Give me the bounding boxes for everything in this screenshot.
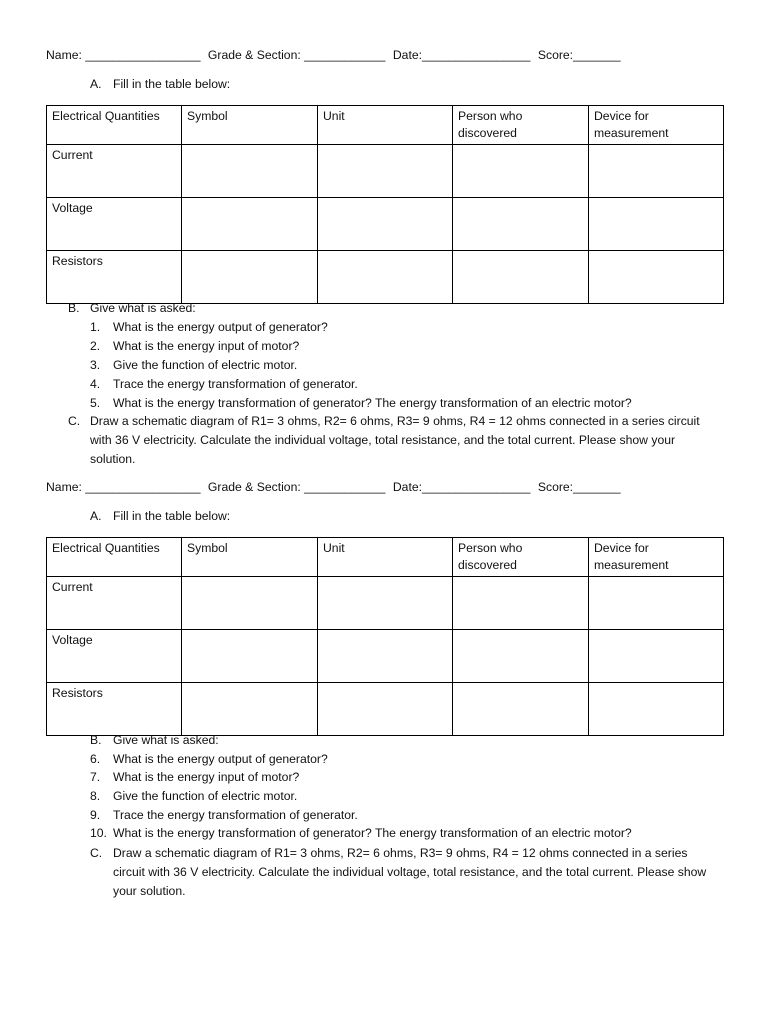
table-row bbox=[47, 198, 724, 251]
grade-section-blank: ____________ bbox=[304, 48, 386, 62]
question-text: Trace the energy transformation of generator. bbox=[113, 808, 358, 822]
part-c-marker: C. bbox=[68, 414, 81, 428]
date-blank: ________________ bbox=[422, 48, 531, 62]
header-electrical-quantities: Electrical Quantities bbox=[47, 538, 182, 577]
question-number: 10. bbox=[90, 826, 107, 840]
name-blank: _________________ bbox=[85, 480, 201, 494]
score-blank: _______ bbox=[573, 480, 621, 494]
part-b-marker: B. bbox=[90, 733, 102, 747]
question-number: 9. bbox=[90, 808, 101, 822]
header-device-for-measurement: Device for measurement bbox=[589, 538, 724, 577]
grade-section-label: Grade & Section: bbox=[207, 480, 301, 494]
score-blank: _______ bbox=[573, 48, 621, 62]
part-a-marker: A. bbox=[90, 509, 102, 523]
header-line-2 bbox=[46, 479, 621, 495]
answer-cell[interactable] bbox=[589, 145, 724, 198]
answer-cell[interactable] bbox=[318, 198, 453, 251]
answer-cell[interactable] bbox=[182, 577, 318, 630]
table-header-row bbox=[47, 538, 724, 577]
answer-cell[interactable] bbox=[318, 683, 453, 736]
answer-cell[interactable] bbox=[182, 251, 318, 304]
question-text: What is the energy transformation of generator? The energy transformation of an electric motor? bbox=[113, 826, 632, 840]
part-c-instruction: Draw a schematic diagram of R1= 3 ohms, R2= 6 ohms, R3= 9 ohms, R4 = 12 ohms connected in a series circuit with 36 V electricity. Calculate the individual voltage, total resistance, and the total current. Please show your solution. bbox=[113, 846, 707, 898]
header-symbol: Symbol bbox=[182, 106, 318, 145]
question-number: 6. bbox=[90, 752, 101, 766]
answer-cell[interactable] bbox=[453, 198, 589, 251]
question-text: What is the energy input of motor? bbox=[113, 770, 300, 784]
fill-in-table bbox=[46, 105, 724, 304]
grade-section-blank: ____________ bbox=[304, 480, 386, 494]
row-label-voltage: Voltage bbox=[47, 198, 182, 251]
name-blank: _________________ bbox=[85, 48, 201, 62]
answer-cell[interactable] bbox=[182, 198, 318, 251]
answer-cell[interactable] bbox=[453, 577, 589, 630]
answer-cell[interactable] bbox=[182, 145, 318, 198]
answer-cell[interactable] bbox=[318, 251, 453, 304]
header-line-1 bbox=[46, 47, 621, 63]
table-row bbox=[47, 251, 724, 304]
question-number: 2. bbox=[90, 339, 101, 353]
answer-cell[interactable] bbox=[453, 251, 589, 304]
answer-cell[interactable] bbox=[318, 630, 453, 683]
date-label: Date: bbox=[392, 480, 422, 494]
header-device-for-measurement: Device for measurement bbox=[589, 106, 724, 145]
answer-cell[interactable] bbox=[589, 630, 724, 683]
name-label: Name: bbox=[46, 48, 82, 62]
part-a-instruction: Fill in the table below: bbox=[113, 77, 231, 91]
answer-cell[interactable] bbox=[453, 683, 589, 736]
part-a-marker: A. bbox=[90, 77, 102, 91]
part-c-instruction: Draw a schematic diagram of R1= 3 ohms, R2= 6 ohms, R3= 9 ohms, R4 = 12 ohms connected in a series circuit with 36 V electricity. Calculate the individual voltage, total resistance, and the total current. Please show your solution. bbox=[90, 414, 700, 466]
question-text: Give the function of electric motor. bbox=[113, 789, 298, 803]
row-label-resistors: Resistors bbox=[47, 683, 182, 736]
part-b-instruction: Give what is asked: bbox=[113, 733, 219, 747]
part-a-instruction: Fill in the table below: bbox=[113, 509, 231, 523]
question-text: Trace the energy transformation of generator. bbox=[113, 377, 358, 391]
question-text: What is the energy transformation of generator? The energy transformation of an electric motor? bbox=[113, 396, 632, 410]
score-label: Score: bbox=[537, 480, 574, 494]
answer-cell[interactable] bbox=[589, 683, 724, 736]
fill-in-table bbox=[46, 537, 724, 736]
date-blank: ________________ bbox=[422, 480, 531, 494]
question-number: 1. bbox=[90, 320, 101, 334]
table-row bbox=[47, 630, 724, 683]
part-b-instruction: Give what is asked: bbox=[90, 301, 196, 315]
grade-section-label: Grade & Section: bbox=[207, 48, 301, 62]
question-text: What is the energy output of generator? bbox=[113, 320, 328, 334]
answer-cell[interactable] bbox=[182, 683, 318, 736]
answer-cell[interactable] bbox=[318, 577, 453, 630]
table-header-row bbox=[47, 106, 724, 145]
question-number: 7. bbox=[90, 770, 101, 784]
table-row bbox=[47, 145, 724, 198]
header-person-who-discovered: Person who discovered bbox=[453, 538, 589, 577]
row-label-current: Current bbox=[47, 145, 182, 198]
answer-cell[interactable] bbox=[453, 630, 589, 683]
name-label: Name: bbox=[46, 480, 82, 494]
part-b-marker: B. bbox=[68, 301, 80, 315]
row-label-voltage: Voltage bbox=[47, 630, 182, 683]
header-unit: Unit bbox=[318, 106, 453, 145]
question-number: 3. bbox=[90, 358, 101, 372]
question-number: 8. bbox=[90, 789, 101, 803]
row-label-current: Current bbox=[47, 577, 182, 630]
table-row bbox=[47, 683, 724, 736]
question-number: 5. bbox=[90, 396, 101, 410]
answer-cell[interactable] bbox=[182, 630, 318, 683]
row-label-resistors: Resistors bbox=[47, 251, 182, 304]
date-label: Date: bbox=[392, 48, 422, 62]
answer-cell[interactable] bbox=[318, 145, 453, 198]
part-c-marker: C. bbox=[90, 846, 103, 860]
question-text: What is the energy output of generator? bbox=[113, 752, 328, 766]
header-electrical-quantities: Electrical Quantities bbox=[47, 106, 182, 145]
question-text: Give the function of electric motor. bbox=[113, 358, 298, 372]
question-text: What is the energy input of motor? bbox=[113, 339, 300, 353]
header-person-who-discovered: Person who discovered bbox=[453, 106, 589, 145]
header-unit: Unit bbox=[318, 538, 453, 577]
answer-cell[interactable] bbox=[589, 577, 724, 630]
table-row bbox=[47, 577, 724, 630]
answer-cell[interactable] bbox=[453, 145, 589, 198]
header-symbol: Symbol bbox=[182, 538, 318, 577]
answer-cell[interactable] bbox=[589, 251, 724, 304]
answer-cell[interactable] bbox=[589, 198, 724, 251]
question-number: 4. bbox=[90, 377, 101, 391]
score-label: Score: bbox=[537, 48, 574, 62]
